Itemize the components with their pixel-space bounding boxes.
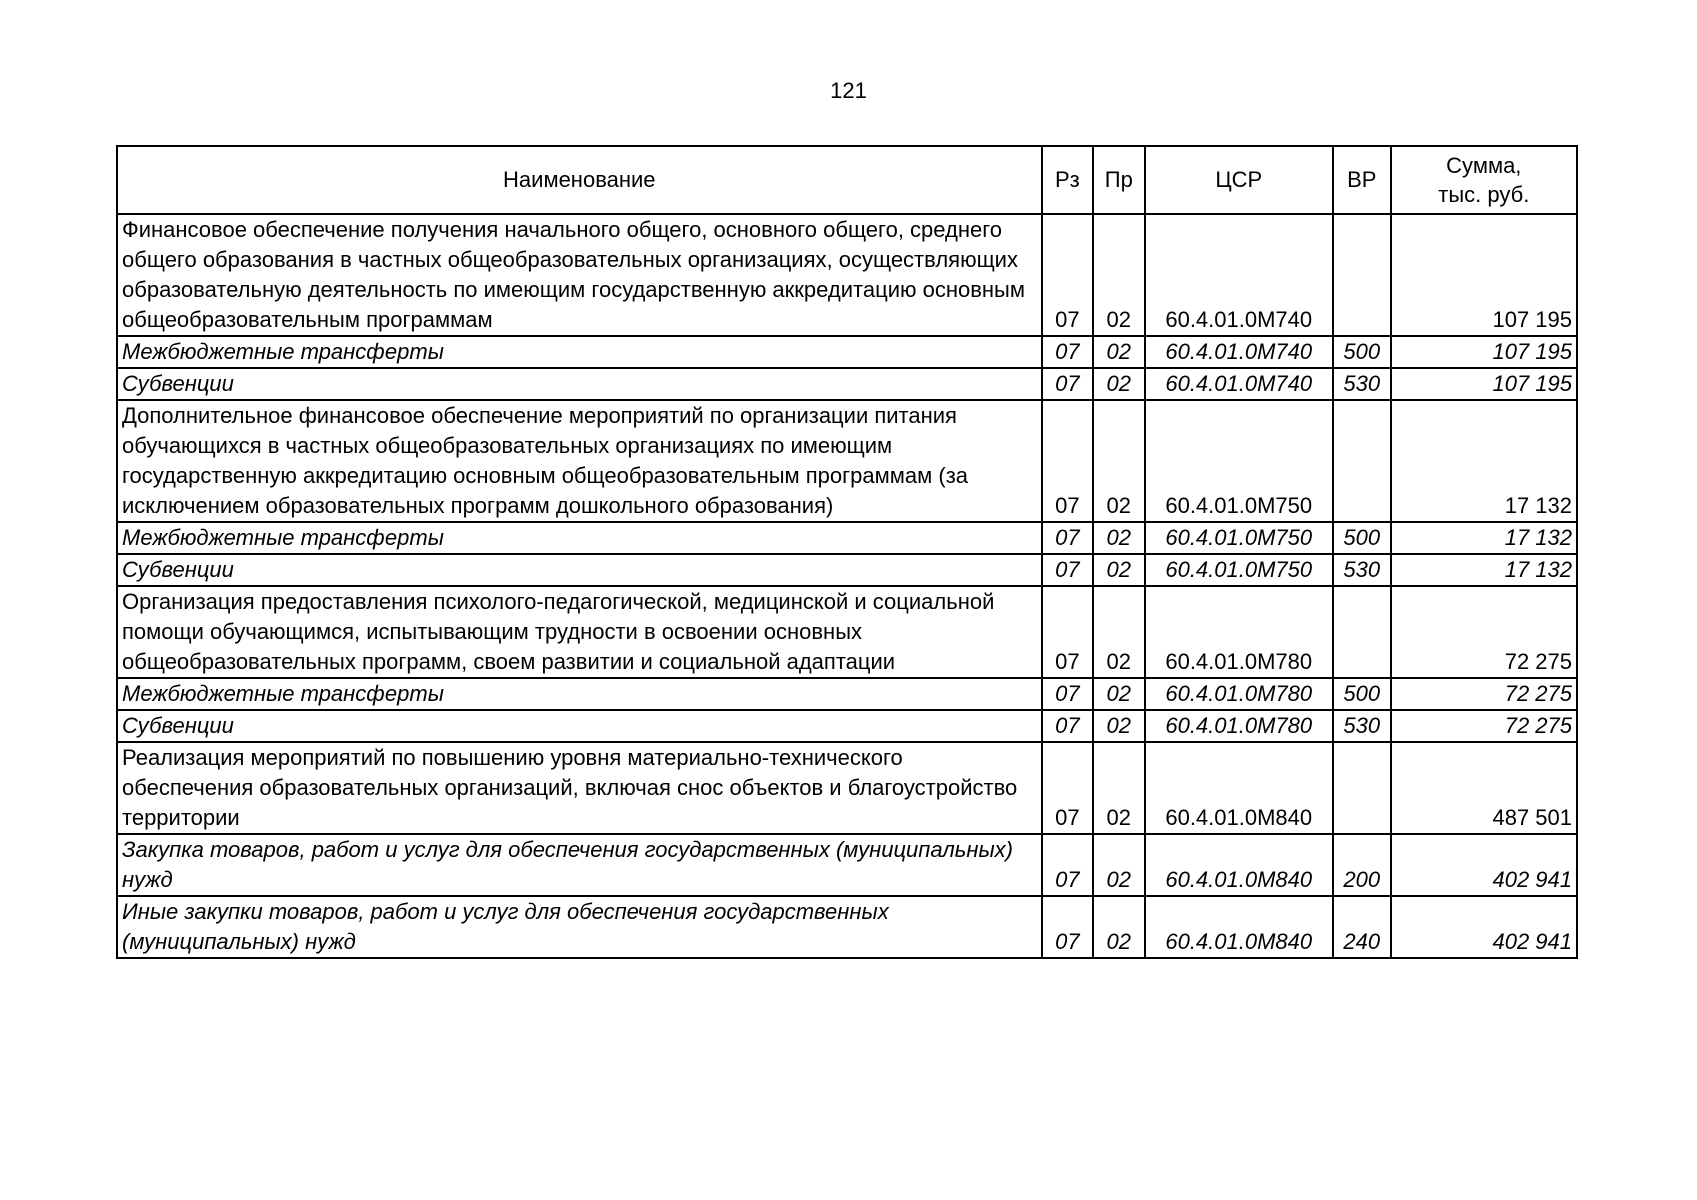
cell-vr [1333, 742, 1391, 834]
table-row [117, 742, 1577, 834]
header-sum-line2: тыс. руб. [1438, 182, 1530, 207]
cell-sum: 17 132 [1391, 554, 1577, 586]
cell-rz: 07 [1042, 214, 1093, 336]
header-sum-line1: Сумма, [1446, 153, 1522, 178]
cell-pr: 02 [1093, 678, 1144, 710]
header-sum [1391, 146, 1577, 214]
page-number: 121 [830, 78, 867, 103]
cell-rz: 07 [1042, 834, 1093, 896]
cell-sum: 107 195 [1391, 368, 1577, 400]
cell-pr: 02 [1093, 522, 1144, 554]
cell-pr: 02 [1093, 336, 1144, 368]
cell-pr: 02 [1093, 368, 1144, 400]
cell-sum: 72 275 [1391, 710, 1577, 742]
cell-rz: 07 [1042, 554, 1093, 586]
budget-table [116, 145, 1578, 959]
cell-csr: 60.4.01.0М750 [1145, 554, 1333, 586]
cell-name: Реализация мероприятий по повышению уровня материально-технического обеспечения образовательных организаций, включая снос объектов и благоустройство территории [117, 742, 1042, 834]
cell-pr: 02 [1093, 400, 1144, 522]
cell-name: Организация предоставления психолого-педагогической, медицинской и социальной помощи обучающимся, испытывающим трудности в освоении основных общеобразовательных программ, своем развитии и социальной адаптации [117, 586, 1042, 678]
cell-name: Дополнительное финансовое обеспечение мероприятий по организации питания обучающихся в частных общеобразовательных организациях по имеющим государственную аккредитацию основным общеобразовательным программам (за исключением образовательных программ дошкольного образования) [117, 400, 1042, 522]
header-csr: ЦСР [1145, 146, 1333, 214]
cell-csr: 60.4.01.0М740 [1145, 336, 1333, 368]
cell-rz: 07 [1042, 710, 1093, 742]
cell-rz: 07 [1042, 336, 1093, 368]
cell-pr: 02 [1093, 896, 1144, 958]
cell-csr: 60.4.01.0М780 [1145, 678, 1333, 710]
cell-csr: 60.4.01.0М780 [1145, 710, 1333, 742]
cell-vr [1333, 400, 1391, 522]
cell-sum: 72 275 [1391, 678, 1577, 710]
cell-pr: 02 [1093, 742, 1144, 834]
table-row [117, 896, 1577, 958]
cell-pr: 02 [1093, 834, 1144, 896]
cell-vr: 240 [1333, 896, 1391, 958]
cell-name: Межбюджетные трансферты [117, 522, 1042, 554]
cell-vr: 500 [1333, 336, 1391, 368]
cell-name: Субвенции [117, 368, 1042, 400]
header-vr: ВР [1333, 146, 1391, 214]
table-row [117, 586, 1577, 678]
cell-sum: 17 132 [1391, 522, 1577, 554]
cell-csr: 60.4.01.0М740 [1145, 214, 1333, 336]
cell-rz: 07 [1042, 586, 1093, 678]
header-rz: Рз [1042, 146, 1093, 214]
cell-name: Субвенции [117, 710, 1042, 742]
cell-vr: 200 [1333, 834, 1391, 896]
cell-rz: 07 [1042, 368, 1093, 400]
cell-name: Межбюджетные трансферты [117, 336, 1042, 368]
cell-sum: 402 941 [1391, 834, 1577, 896]
cell-vr: 530 [1333, 554, 1391, 586]
table-row [117, 336, 1577, 368]
cell-sum: 72 275 [1391, 586, 1577, 678]
table-row [117, 522, 1577, 554]
cell-vr: 500 [1333, 522, 1391, 554]
cell-pr: 02 [1093, 554, 1144, 586]
cell-name: Межбюджетные трансферты [117, 678, 1042, 710]
cell-rz: 07 [1042, 522, 1093, 554]
cell-rz: 07 [1042, 400, 1093, 522]
cell-name: Субвенции [117, 554, 1042, 586]
cell-pr: 02 [1093, 586, 1144, 678]
cell-pr: 02 [1093, 710, 1144, 742]
cell-vr: 500 [1333, 678, 1391, 710]
cell-csr: 60.4.01.0М840 [1145, 896, 1333, 958]
table-row [117, 368, 1577, 400]
cell-sum: 17 132 [1391, 400, 1577, 522]
header-name: Наименование [117, 146, 1042, 214]
cell-csr: 60.4.01.0М750 [1145, 400, 1333, 522]
table-row [117, 214, 1577, 336]
cell-rz: 07 [1042, 896, 1093, 958]
cell-csr: 60.4.01.0М740 [1145, 368, 1333, 400]
cell-name: Финансовое обеспечение получения начального общего, основного общего, среднего общего образования в частных общеобразовательных организациях, осуществляющих образовательную деятельность по имеющим государственную аккредитацию основным общеобразовательным программам [117, 214, 1042, 336]
cell-pr: 02 [1093, 214, 1144, 336]
cell-vr: 530 [1333, 710, 1391, 742]
cell-rz: 07 [1042, 742, 1093, 834]
table-row [117, 710, 1577, 742]
cell-name: Закупка товаров, работ и услуг для обеспечения государственных (муниципальных) нужд [117, 834, 1042, 896]
cell-sum: 107 195 [1391, 214, 1577, 336]
cell-vr [1333, 214, 1391, 336]
cell-sum: 107 195 [1391, 336, 1577, 368]
header-pr: Пр [1093, 146, 1144, 214]
table-row [117, 554, 1577, 586]
table-row [117, 400, 1577, 522]
cell-sum: 402 941 [1391, 896, 1577, 958]
cell-vr [1333, 586, 1391, 678]
table-row [117, 834, 1577, 896]
cell-csr: 60.4.01.0М750 [1145, 522, 1333, 554]
cell-sum: 487 501 [1391, 742, 1577, 834]
cell-csr: 60.4.01.0М840 [1145, 742, 1333, 834]
cell-csr: 60.4.01.0М840 [1145, 834, 1333, 896]
cell-name: Иные закупки товаров, работ и услуг для обеспечения государственных (муниципальных) нужд [117, 896, 1042, 958]
table-row [117, 678, 1577, 710]
cell-vr: 530 [1333, 368, 1391, 400]
cell-csr: 60.4.01.0М780 [1145, 586, 1333, 678]
cell-rz: 07 [1042, 678, 1093, 710]
table-header-row [117, 146, 1577, 214]
